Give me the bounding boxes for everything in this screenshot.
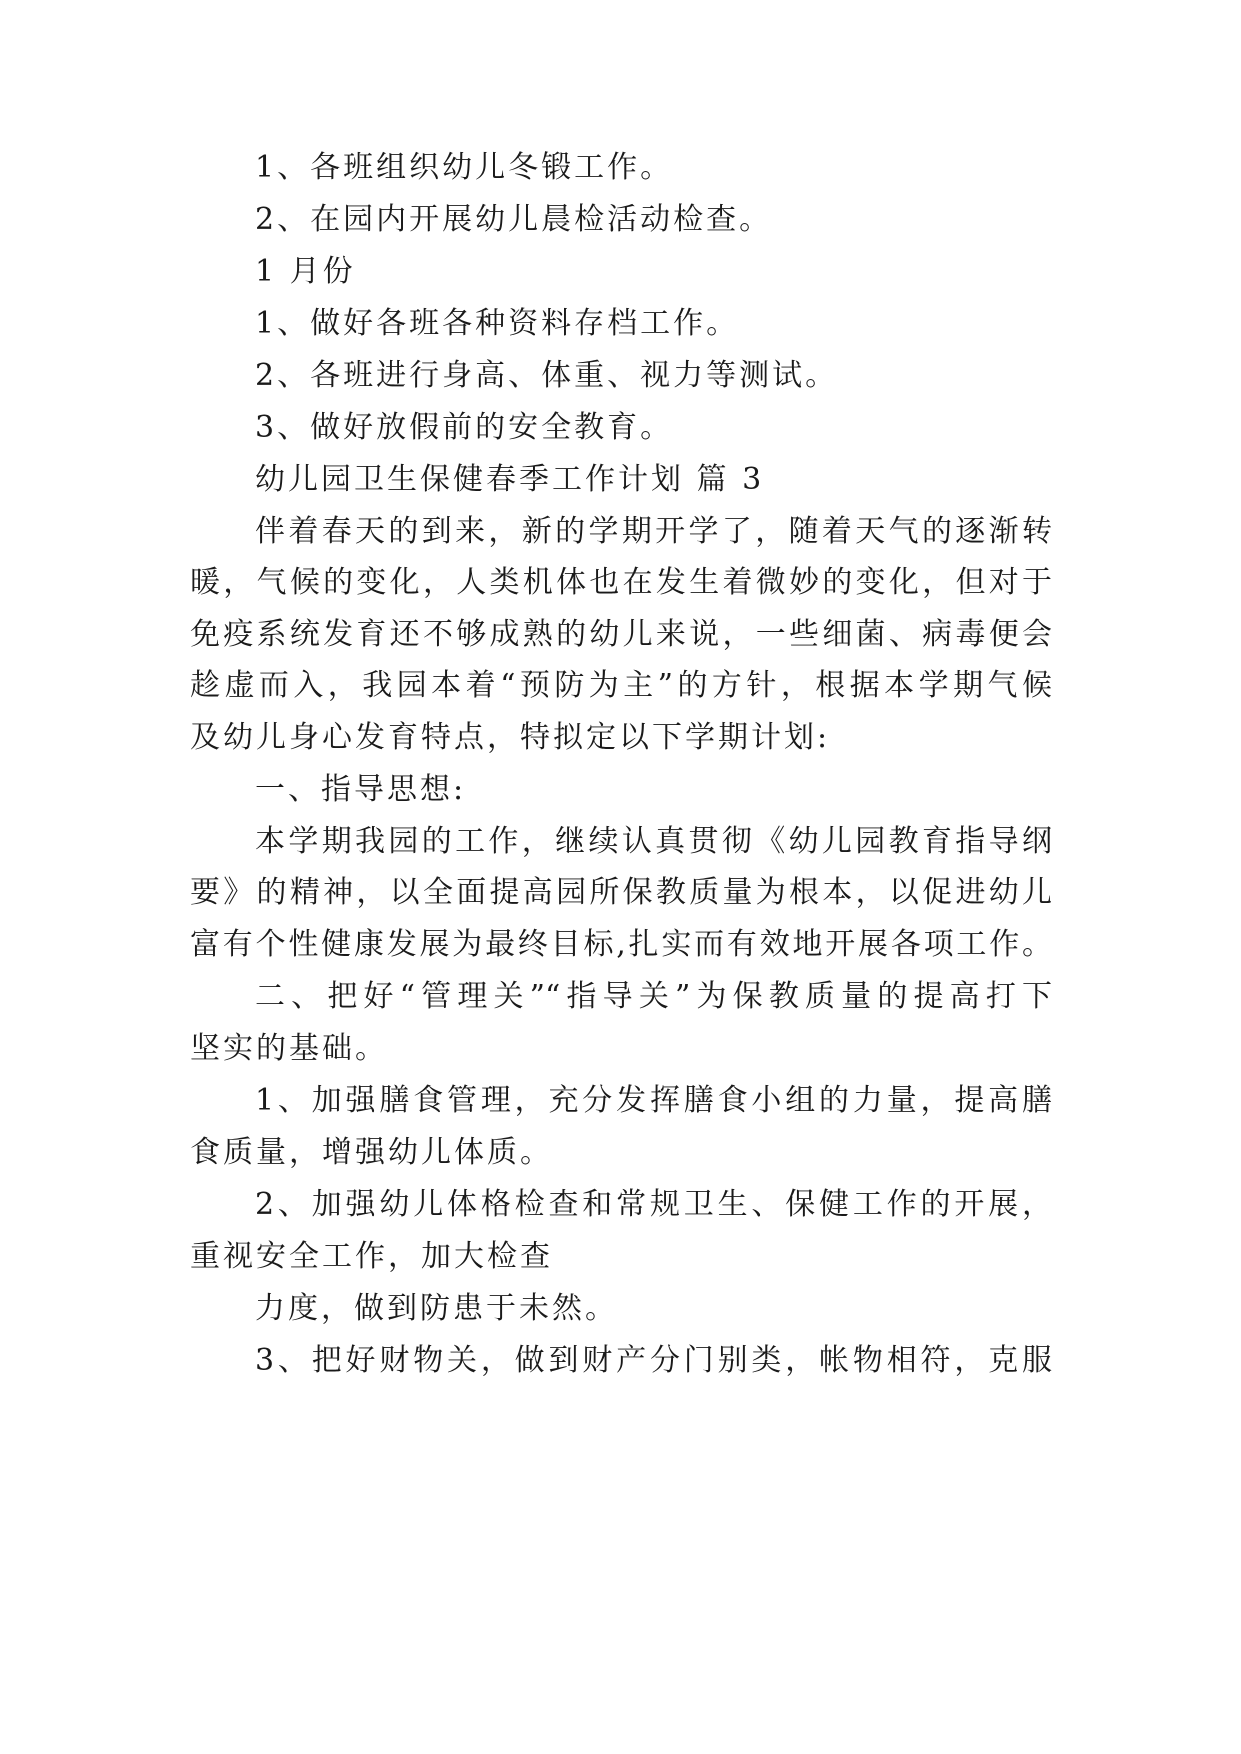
text-line: 1、各班组织幼儿冬锻工作。 [255, 150, 674, 185]
section-heading: 二、把好“管理关”“指导关”为保教质量的提高打下 [255, 979, 1052, 1014]
text-line: 坚实的基础。 [190, 1031, 388, 1066]
text-line: 3、把好财物关，做到财产分门别类，帐物相符，克服 [255, 1343, 1052, 1378]
text-line: 暖，气候的变化，人类机体也在发生着微妙的变化，但对于 [190, 565, 1052, 600]
text-line: 免疫系统发育还不够成熟的幼儿来说，一些细菌、病毒便会 [190, 617, 1052, 652]
text-line: 及幼儿身心发育特点，特拟定以下学期计划: [190, 720, 831, 755]
text-line: 要》的精神，以全面提高园所保教质量为根本，以促进幼儿 [190, 875, 1052, 910]
text-line: 2、在园内开展幼儿晨检活动检查。 [255, 202, 773, 237]
text-line: 3、做好放假前的安全教育。 [255, 410, 674, 445]
text-line: 伴着春天的到来，新的学期开学了，随着天气的逐渐转 [255, 514, 1052, 549]
text-line: 2、加强幼儿体格检查和常规卫生、保健工作的开展， [255, 1187, 1052, 1222]
text-line: 1、做好各班各种资料存档工作。 [255, 306, 740, 341]
text-line: 富有个性健康发展为最终目标,扎实而有效地开展各项工作。 [190, 927, 1052, 962]
text-line: 1、加强膳食管理，充分发挥膳食小组的力量，提高膳 [255, 1083, 1052, 1118]
text-line: 1 月份 [255, 254, 356, 289]
text-line: 本学期我园的工作，继续认真贯彻《幼儿园教育指导纲 [255, 824, 1052, 859]
text-line: 重视安全工作，加大检查 [190, 1239, 553, 1274]
section-heading: 一、指导思想: [255, 772, 467, 807]
section-heading: 幼儿园卫生保健春季工作计划 篇 3 [255, 462, 765, 497]
text-line: 2、各班进行身高、体重、视力等测试。 [255, 358, 839, 393]
text-line: 食质量，增强幼儿体质。 [190, 1135, 553, 1170]
text-line: 力度，做到防患于未然。 [255, 1291, 618, 1326]
text-line: 趁虚而入，我园本着“预防为主”的方针，根据本学期气候 [190, 668, 1052, 703]
